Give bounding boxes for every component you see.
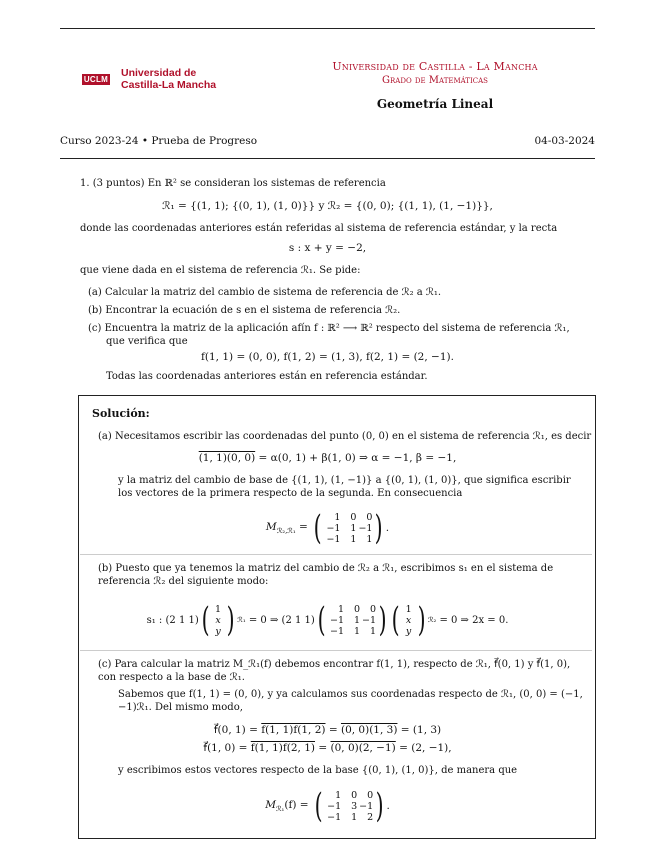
problem-intro: 1. (3 puntos) En ℝ² se consideran los sistemas de referencia — [80, 178, 386, 189]
matrix-a-cell: −1 — [326, 522, 341, 534]
matrix-a-cell: −1 — [358, 522, 373, 534]
solution-a-text2: y la matriz del cambio de base de {(1, 1), (1, −1)} a {(0, 1), (1, 0)}, que significa escribir los vectores de la primera respecto de la segunda. En consecuencia — [118, 475, 571, 499]
reference-frames: ℛ₁ = {(1, 1); {(0, 1), (1, 0)}} y ℛ₂ = {(0, 0); {(1, 1), (1, −1)}}, — [162, 200, 493, 212]
exam-date: 04-03-2024 — [534, 135, 595, 147]
header-rule — [60, 158, 595, 159]
matrix-b-cell: −1 — [330, 625, 345, 637]
solution-c-text3: y escribimos estos vectores respecto de la base {(0, 1), (1, 0)}, de manera que — [118, 765, 518, 776]
matrix-b-cell: 1 — [354, 625, 361, 637]
matrix-label: $M_{ℛ_2,ℛ_1}$ = — [265, 521, 312, 535]
std-note: Todas las coordenadas anteriores están en referencia estándar. — [106, 371, 428, 382]
solution-title: Solución: — [92, 407, 150, 420]
given-in: que viene dada en el sistema de referencia ℛ₁. Se pide: — [80, 265, 361, 276]
logo-line-2: Castilla-La Mancha — [121, 79, 217, 91]
solution-c-text2: Sabemos que f(1, 1) = (0, 0), y ya calculamos sus coordenadas respecto de ℛ₁, (0, 0) = (−1, −1)ℛ₁. Del mismo modo, — [118, 689, 583, 713]
top-rule — [60, 28, 595, 29]
matrix-c-cell: 0 — [367, 789, 374, 801]
solution-c-eq2: f⃗(1, 0) = f(1, 1)f(2, 1) = (0, 0)(2, −1) = (2, −1), — [203, 742, 452, 754]
part-b: (b) Encontrar la ecuación de s en el sistema de referencia ℛ₂. — [88, 305, 401, 316]
university-name: Universidad de Castilla - La Mancha — [332, 60, 538, 73]
matrix-c-cell: −1 — [327, 800, 342, 812]
degree-name: Grado de Matemáticas — [382, 75, 488, 86]
university-logo — [74, 67, 216, 91]
matrix-b-cell: 1 — [370, 625, 377, 637]
matrix-c-cell: 0 — [351, 789, 358, 801]
matrix-a-cell: 0 — [366, 511, 373, 523]
matrix-a-cell: 1 — [350, 522, 357, 534]
matrix-c: ( 1 0 0 −1 3 −1 −1 1 2 ) — [314, 786, 384, 826]
vector-b2-cell: x — [405, 614, 412, 626]
part-c-line2: que verifica que — [106, 336, 188, 347]
implies-1: = 0 ⇒ — [248, 614, 279, 626]
s1-label: s₁ : — [146, 614, 163, 626]
logo-mark — [74, 68, 118, 90]
matrix-r2-r1: $M_{ℛ_2,ℛ_1}$ = ( 1 0 0 −1 1 −1 −1 1 1 ) . — [265, 508, 390, 548]
b-result: = 0 ⇒ 2x = 0. — [439, 614, 509, 626]
matrix-c-cell: 3 — [351, 800, 358, 812]
matrix-a-cell: 1 — [334, 511, 341, 523]
coords-note: donde las coordenadas anteriores están referidas al sistema de referencia estándar, y la recta — [80, 223, 558, 234]
vector-b1: ( 1 x y ) — [201, 600, 235, 640]
vector-b2-cell: y — [405, 625, 412, 637]
matrix-c-cell: 1 — [335, 789, 342, 801]
vector-b2-cell: 1 — [405, 603, 412, 615]
matrix-a-cell: −1 — [326, 533, 341, 545]
solution-a-equation — [0, 452, 655, 464]
matrix-c-cell: 1 — [351, 811, 358, 823]
row-vector: (2 1 1) — [165, 614, 199, 626]
matrix-r1-f: $M_{ℛ_1}(f)$ = ( 1 0 0 −1 3 −1 −1 1 2 ) . — [265, 786, 390, 826]
matrix-c-label: $M_{ℛ_1}(f)$ = — [265, 799, 309, 813]
matrix-b-cell: 1 — [354, 614, 361, 626]
conditions: f(1, 1) = (0, 0), f(1, 2) = (1, 3), f(2, 1) = (2, −1). — [201, 351, 454, 363]
matrix-c-cell: 2 — [367, 811, 374, 823]
logo-line-1: Universidad de — [121, 67, 197, 79]
part-a: (a) Calcular la matriz del cambio de sistema de referencia de ℛ₂ a ℛ₁. — [88, 287, 442, 298]
matrix-b-cell: 1 — [338, 603, 345, 615]
solution-b-equation: s₁ : (2 1 1) ( 1 x y ) ℛ₁ = 0 ⇒ (2 1 1) ( 1 0 0 −1 1 −1 −1 1 1 ) ( 1 x y ) ℛ₂ = 0 ⇒ 2x = 0. — [146, 600, 509, 640]
solution-b-text: (b) Puesto que ya tenemos la matriz del cambio de ℛ₂ a ℛ₁, escribimos s₁ en el sistema de referencia ℛ₂ del siguiente modo: — [98, 563, 554, 587]
matrix-a: ( 1 0 0 −1 1 −1 −1 1 1 ) — [313, 508, 384, 548]
solution-a-eq-rest: = α(0, 1) + β(1, 0) ⇒ α = −1, β = −1, — [255, 452, 457, 464]
vector-b1-cell: 1 — [214, 603, 222, 615]
line-equation: s : x + y = −2, — [288, 242, 367, 254]
matrix-a-grid — [324, 512, 372, 545]
matrix-b-cell: −1 — [330, 614, 345, 626]
matrix-c-cell: −1 — [359, 800, 374, 812]
logo-text — [121, 67, 216, 91]
solution-c-eq1: f⃗(0, 1) = f(1, 1)f(1, 2) = (0, 0)(1, 3) = (1, 3) — [213, 724, 442, 736]
vector-b1-cell: x — [215, 614, 221, 626]
solution-a-text: (a) Necesitamos escribir las coordenadas del punto (0, 0) en el sistema de referencia ℛ₁, es decir — [98, 431, 592, 442]
matrix-b-cell: −1 — [362, 614, 377, 626]
logo-badge: UCLM — [83, 74, 109, 84]
vector-arrow-term: (1, 1)(0, 0) — [198, 452, 256, 464]
vector-b2: ( 1 x y ) — [391, 600, 426, 640]
part-c-line1: (c) Encuentra la matriz de la aplicación afín f : ℝ² ⟶ ℝ² respecto del sistema de referencia ℛ₁, — [88, 323, 570, 334]
course-title: Geometría Lineal — [376, 97, 494, 111]
matrix-a-cell: 0 — [350, 511, 357, 523]
matrix-c-cell: −1 — [327, 811, 342, 823]
row-vector-2: (2 1 1) — [281, 614, 315, 626]
matrix-b-cell: 0 — [354, 603, 361, 615]
vector-b1-cell: y — [215, 625, 221, 637]
matrix-b: ( 1 0 0 −1 1 −1 −1 1 1 ) — [317, 600, 387, 640]
divider-b — [80, 650, 592, 651]
solution-c-text: (c) Para calcular la matriz M_ℛ₁(f) debemos encontrar f(1, 1), respecto de ℛ₁, f⃗(0, 1) y f⃗(1, 0), con respecto a la base de ℛ₁. — [98, 659, 571, 683]
matrix-a-cell: 1 — [366, 533, 373, 545]
exam-term: Curso 2023-24 • Prueba de Progreso — [60, 135, 258, 147]
matrix-a-cell: 1 — [350, 533, 357, 545]
matrix-b-cell: 0 — [370, 603, 377, 615]
divider-a — [80, 554, 592, 555]
